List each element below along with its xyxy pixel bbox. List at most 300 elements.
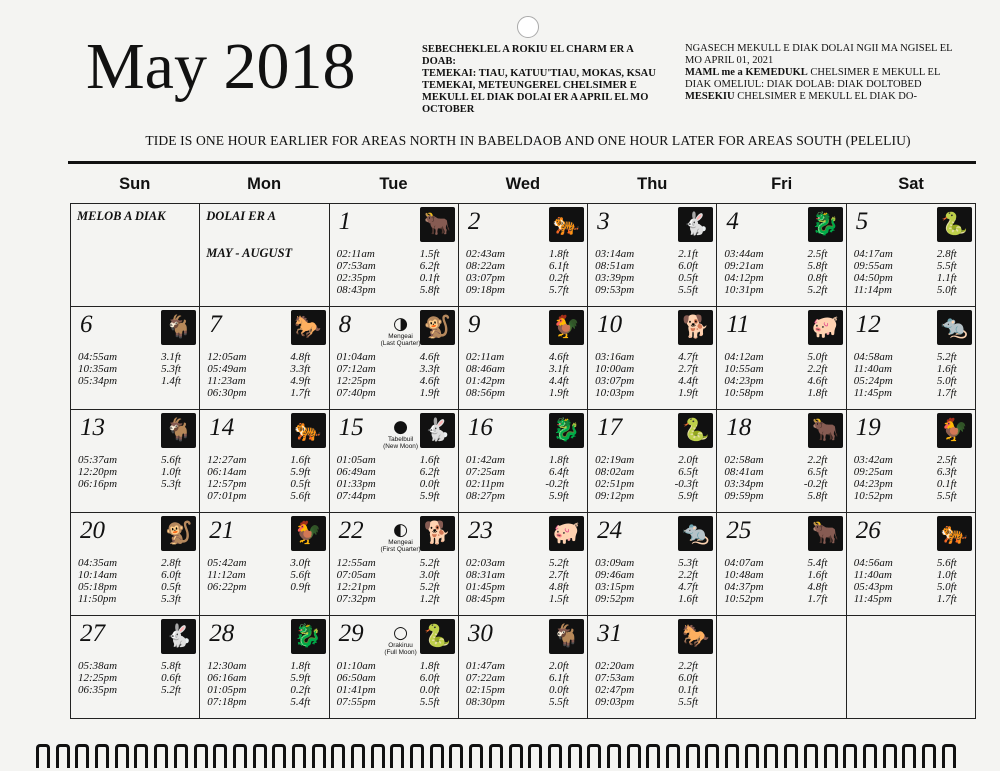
tide-height: 5.6ft (290, 490, 311, 503)
tide-height: 1.7ft (936, 593, 957, 606)
tide-time: 07:40pm (336, 387, 376, 400)
tide-row (466, 272, 569, 284)
tide-height: 1.8ft (548, 248, 569, 260)
spiral-coil (312, 744, 326, 768)
tide-height: 5.0ft (936, 375, 957, 388)
tide-height: 1.7ft (807, 593, 828, 606)
day-number: 19 (855, 414, 881, 441)
tide-row (466, 672, 569, 684)
tide-time: 02:43am (465, 248, 505, 260)
tide-height: 5.6ft (290, 569, 311, 582)
tide-height: 0.2ft (290, 684, 311, 697)
tide-time: 02:11am (465, 351, 505, 363)
tide-time: 06:30pm (207, 387, 247, 400)
spiral-coil (469, 744, 483, 768)
tide-height: 0.2ft (548, 272, 569, 285)
tide-row (595, 696, 698, 708)
spiral-coil (390, 744, 404, 768)
rat-icon: 🐀 (678, 516, 713, 551)
day-number: 6 (80, 311, 93, 338)
tide-time: 02:11pm (465, 478, 505, 491)
tide-height: 1.8ft (419, 660, 440, 672)
tide-height: 0.5ft (290, 478, 311, 491)
tide-row (78, 375, 181, 387)
tide-time: 10:00am (595, 363, 635, 376)
tide-time: 06:22pm (207, 581, 247, 594)
moon-phase-icon: ● (393, 417, 408, 437)
tide-time: 03:42am (853, 454, 893, 466)
tide-list (724, 454, 827, 502)
empty-cell (717, 616, 846, 719)
tide-height: 1.7ft (936, 387, 957, 400)
tide-row (724, 284, 827, 296)
tide-time: 04:23pm (724, 375, 764, 388)
day-cell-14 (200, 410, 329, 513)
tide-time: 09:21am (724, 260, 764, 273)
tide-height: 4.8ft (290, 351, 311, 363)
tide-row (466, 284, 569, 296)
tide-height: 6.0ft (678, 260, 699, 273)
tide-time: 09:52pm (595, 593, 635, 606)
tide-row (854, 478, 957, 490)
tide-height: 5.4ft (807, 557, 828, 569)
tide-height: 1.8ft (290, 660, 311, 672)
tide-height: 2.2ft (807, 454, 828, 466)
tide-height: 0.1ft (678, 684, 699, 697)
spiral-coil (764, 744, 778, 768)
tide-row (854, 490, 957, 502)
day-cell-31 (588, 616, 717, 719)
tide-height: 3.0ft (419, 569, 440, 582)
tide-row (854, 557, 957, 569)
tide-time: 04:56am (853, 557, 893, 569)
tide-height: 4.4ft (548, 375, 569, 388)
dog-icon: 🐕 (678, 310, 713, 345)
tide-height: 6.4ft (548, 466, 569, 479)
tide-row (724, 581, 827, 593)
tide-row (466, 375, 569, 387)
day-number: 10 (597, 311, 623, 338)
day-cell-6 (71, 307, 200, 410)
day-number: 24 (597, 517, 623, 544)
tide-height: 6.2ft (419, 260, 440, 273)
tide-time: 03:09am (595, 557, 635, 569)
tide-time: 09:25am (853, 466, 893, 479)
ox-icon: 🐂 (808, 516, 843, 551)
spiral-coil (56, 744, 70, 768)
tide-height: 3.1ft (161, 351, 181, 363)
day-cell-13 (71, 410, 200, 513)
tide-time: 01:04am (336, 351, 376, 363)
tide-row (466, 581, 569, 593)
pig-icon: 🐖 (549, 516, 584, 551)
day-cell-17 (588, 410, 717, 513)
day-number: 14 (209, 414, 235, 441)
tide-height: 3.3ft (290, 363, 311, 376)
tide-height: 2.2ft (678, 569, 699, 582)
day-cell-4 (717, 204, 846, 307)
spiral-coil (75, 744, 89, 768)
snake-icon: 🐍 (678, 413, 713, 448)
tide-height: 6.0ft (419, 672, 440, 685)
tide-notice: TIDE IS ONE HOUR EARLIER FOR AREAS NORTH IN BABELDAOB AND ONE HOUR LATER FOR AREAS SOUTH (PELELIU) (145, 133, 911, 148)
tiger-icon: 🐅 (937, 516, 972, 551)
tide-time: 04:35am (78, 557, 118, 569)
spiral-coil (745, 744, 759, 768)
tide-row (337, 557, 440, 569)
day-cell-10 (588, 307, 717, 410)
tide-time: 10:58pm (724, 387, 764, 400)
tide-row (78, 363, 181, 375)
tide-time: 11:14pm (853, 284, 892, 297)
tide-list (78, 660, 181, 696)
tide-height: 1.2ft (419, 593, 440, 606)
tide-height: 5.3ft (161, 363, 181, 376)
tide-height: 5.8ft (807, 260, 828, 273)
tide-time: 01:10am (336, 660, 376, 672)
tide-row (466, 684, 569, 696)
tide-row (78, 581, 181, 593)
tide-time: 11:50pm (78, 593, 117, 606)
moon-phase-name: Mengeai (388, 539, 413, 546)
day-number: 8 (338, 311, 352, 338)
tide-list (595, 557, 698, 605)
weekday-fri: Fri (771, 175, 793, 193)
moon-phase-label: (Full Moon) (384, 649, 417, 656)
tide-row (337, 260, 440, 272)
tide-list (854, 351, 957, 399)
spiral-coil (686, 744, 700, 768)
tide-time: 12:25pm (336, 375, 376, 388)
tide-list (207, 557, 310, 593)
day-number: 23 (467, 517, 493, 544)
tide-list (466, 557, 569, 605)
tide-time: 04:55am (78, 351, 118, 363)
tide-time: 06:16pm (78, 478, 118, 491)
tide-height: -0.2ft (803, 478, 828, 491)
tide-time: 07:53am (595, 672, 635, 685)
tide-height: 2.7ft (678, 363, 699, 376)
day-cell-3 (588, 204, 717, 307)
tide-time: 12:20pm (78, 466, 118, 479)
spiral-coil (95, 744, 109, 768)
tide-time: 03:07pm (595, 375, 635, 388)
tide-time: 04:23pm (853, 478, 893, 491)
tide-time: 09:12pm (595, 490, 635, 503)
rabbit-icon: 🐇 (420, 413, 455, 448)
tide-row (337, 490, 440, 502)
tide-height: 5.6ft (936, 557, 957, 569)
tide-row (854, 363, 957, 375)
week-row (71, 616, 976, 719)
tide-time: 11:40am (853, 363, 892, 376)
moon-phase (370, 315, 432, 347)
tide-row (337, 363, 440, 375)
tide-row (854, 569, 957, 581)
tide-row (78, 454, 181, 466)
tide-height: 5.5ft (548, 696, 569, 709)
tide-row (78, 351, 181, 363)
moon-phase-label: (New Moon) (383, 443, 418, 450)
note-cell-sun (71, 204, 200, 307)
tide-height: 6.0ft (161, 569, 181, 582)
tide-time: 05:34pm (78, 375, 118, 388)
spiral-coil (292, 744, 306, 768)
tide-row (337, 696, 440, 708)
tide-time: 06:35pm (78, 684, 118, 697)
tide-height: 2.2ft (807, 363, 828, 376)
tide-time: 08:45pm (465, 593, 505, 606)
tide-time: 01:47am (465, 660, 505, 672)
tide-row (78, 466, 181, 478)
tide-time: 02:35pm (336, 272, 376, 285)
tide-height: 5.5ft (678, 284, 699, 297)
rat-icon: 🐀 (937, 310, 972, 345)
tide-height: 0.5ft (161, 581, 181, 594)
tide-height: 4.8ft (807, 581, 828, 594)
tide-row (207, 569, 310, 581)
spiral-coil (843, 744, 857, 768)
tide-row (337, 478, 440, 490)
tide-time: 09:53pm (595, 284, 635, 297)
tide-row (207, 478, 310, 490)
note-right-line3-bold: MESEKIU (685, 91, 735, 102)
spiral-coil (942, 744, 956, 768)
tide-row (854, 593, 957, 605)
tide-time: 12:25pm (78, 672, 118, 685)
day-number: 31 (597, 620, 623, 647)
tide-row (595, 478, 698, 490)
tide-list (854, 248, 957, 296)
tide-time: 08:30pm (465, 696, 505, 709)
tide-height: 6.5ft (678, 466, 699, 479)
goat-icon: 🐐 (161, 310, 196, 345)
tide-row (337, 660, 440, 672)
day-cell-27 (71, 616, 200, 719)
weekday-thu: Thu (637, 175, 668, 193)
spiral-coil (115, 744, 129, 768)
tide-row (207, 454, 310, 466)
spiral-coil (36, 744, 50, 768)
tide-time: 07:05am (336, 569, 376, 582)
tide-row (207, 375, 310, 387)
moon-phase (370, 521, 432, 553)
tide-row (466, 248, 569, 260)
tide-height: 1.9ft (419, 387, 440, 400)
tide-time: 04:07am (724, 557, 764, 569)
tide-height: 2.0ft (678, 454, 699, 466)
tide-row (724, 593, 827, 605)
tide-time: 12:57pm (207, 478, 247, 491)
tide-row (466, 363, 569, 375)
tide-list (595, 660, 698, 708)
tide-height: 2.8ft (936, 248, 957, 260)
spiral-coil (863, 744, 877, 768)
tide-row (595, 375, 698, 387)
tide-row (337, 454, 440, 466)
tide-height: 5.8ft (807, 490, 828, 503)
tide-height: 1.4ft (161, 375, 181, 388)
day-number: 2 (467, 208, 481, 235)
tide-row (207, 387, 310, 399)
tide-height: 1.8ft (807, 387, 828, 400)
day-number: 20 (80, 517, 105, 544)
tide-list (466, 454, 569, 502)
tide-height: 1.6ft (419, 454, 440, 466)
note-left-heading: SEBECHEKLEL A ROKIU EL CHARM ER A DOAB: (422, 44, 634, 67)
tide-height: 5.2ft (419, 557, 440, 569)
tide-list (854, 454, 957, 502)
tide-height: 5.2ft (548, 557, 569, 569)
month-title: May 2018 (86, 30, 356, 103)
moon-phase (370, 624, 432, 656)
day-number: 29 (338, 620, 364, 647)
tide-row (854, 272, 957, 284)
tide-height: 6.1ft (548, 672, 569, 685)
tide-row (466, 557, 569, 569)
weekday-mon: Mon (247, 175, 282, 193)
tide-height: 4.7ft (678, 351, 699, 363)
note-right-line1: NGASECH MEKULL E DIAK DOLAI NGII MA NGISEL EL MO APRIL 01, 2021 (685, 43, 953, 66)
rooster-icon: 🐓 (937, 413, 972, 448)
spiral-coil (824, 744, 838, 768)
tide-row (78, 684, 181, 696)
tide-height: 6.0ft (678, 672, 699, 685)
day-number: 1 (338, 208, 352, 235)
tiger-icon: 🐅 (549, 207, 584, 242)
tide-height: 5.9ft (290, 672, 311, 685)
tide-time: 10:31pm (724, 284, 764, 297)
spiral-coil (371, 744, 385, 768)
tide-list (466, 248, 569, 296)
tide-time: 08:22am (465, 260, 505, 273)
tide-list (337, 557, 440, 605)
moon-phase-icon: ◐ (393, 520, 408, 540)
tide-row (724, 375, 827, 387)
day-cell-1 (330, 204, 459, 307)
weekday-sun: Sun (119, 175, 151, 193)
tide-height: 5.3ft (161, 593, 181, 606)
tide-time: 08:31am (465, 569, 505, 582)
tide-height: 5.9ft (419, 490, 440, 503)
tide-time: 03:44am (724, 248, 764, 260)
tide-row (207, 466, 310, 478)
tide-time: 12:30am (207, 660, 247, 672)
spiral-coil (213, 744, 227, 768)
day-number: 5 (855, 208, 869, 235)
hanging-hole (517, 16, 539, 38)
tide-height: 1.6ft (807, 569, 828, 582)
weeks (70, 203, 976, 719)
tide-row (207, 660, 310, 672)
tide-row (207, 557, 310, 569)
tide-height: 4.8ft (548, 581, 569, 594)
moon-phase (370, 418, 432, 450)
tide-row (337, 272, 440, 284)
tide-time: 03:34pm (724, 478, 764, 491)
tide-time: 02:58am (724, 454, 764, 466)
tide-time: 01:05am (336, 454, 376, 466)
tide-time: 10:03pm (595, 387, 635, 400)
tide-list (207, 660, 310, 708)
dragon-icon: 🐉 (549, 413, 584, 448)
tide-row (337, 248, 440, 260)
day-cell-24 (588, 513, 717, 616)
tide-height: 4.6ft (807, 375, 828, 388)
tide-time: 08:41am (724, 466, 764, 479)
tide-time: 01:05pm (207, 684, 247, 697)
tide-height: 1.5ft (548, 593, 569, 606)
tide-height: 5.6ft (161, 454, 181, 466)
tide-height: 5.4ft (290, 696, 311, 709)
tide-time: 09:59pm (724, 490, 764, 503)
tide-list (337, 248, 440, 296)
tide-row (207, 490, 310, 502)
tide-row (595, 272, 698, 284)
tide-height: 0.6ft (161, 672, 181, 685)
spiral-coil (804, 744, 818, 768)
day-cell-25 (717, 513, 846, 616)
dragon-icon: 🐉 (291, 619, 326, 654)
spiral-coil (253, 744, 267, 768)
tide-list (78, 557, 181, 605)
day-cell-21 (200, 513, 329, 616)
tide-row (724, 351, 827, 363)
tide-time: 07:22am (465, 672, 505, 685)
calendar-grid (70, 168, 976, 719)
tide-time: 07:44pm (336, 490, 376, 503)
spiral-coil (331, 744, 345, 768)
day-number: 15 (338, 414, 364, 441)
tide-row (78, 672, 181, 684)
tide-row (595, 454, 698, 466)
tide-time: 12:27am (207, 454, 247, 466)
tide-row (207, 684, 310, 696)
tide-height: 5.0ft (936, 284, 957, 297)
tide-height: 1.8ft (548, 454, 569, 466)
tiger-icon: 🐅 (291, 413, 326, 448)
tide-row (724, 569, 827, 581)
rabbit-icon: 🐇 (161, 619, 196, 654)
moon-phase-icon: ○ (393, 623, 408, 643)
monkey-icon: 🐒 (161, 516, 196, 551)
tide-height: 5.0ft (807, 351, 828, 363)
spiral-coil (568, 744, 582, 768)
tide-time: 02:03am (465, 557, 505, 569)
tide-time: 05:18pm (78, 581, 118, 594)
tide-height: 2.1ft (678, 248, 699, 260)
tide-row (854, 260, 957, 272)
day-number: 27 (80, 620, 105, 647)
tide-list (78, 351, 181, 387)
week-row (71, 513, 976, 616)
tide-row (78, 593, 181, 605)
tide-time: 11:45pm (853, 387, 892, 400)
spiral-coil (666, 744, 680, 768)
tide-row (78, 478, 181, 490)
tide-height: 0.1ft (419, 272, 440, 285)
tide-row (466, 478, 569, 490)
tide-height: 5.5ft (936, 490, 957, 503)
tide-row (724, 248, 827, 260)
tide-time: 04:58am (853, 351, 893, 363)
day-cell-16 (459, 410, 588, 513)
tide-list (207, 351, 310, 399)
tide-height: 4.6ft (548, 351, 569, 363)
tide-time: 07:25am (465, 466, 505, 479)
ox-icon: 🐂 (808, 413, 843, 448)
day-cell-30 (459, 616, 588, 719)
